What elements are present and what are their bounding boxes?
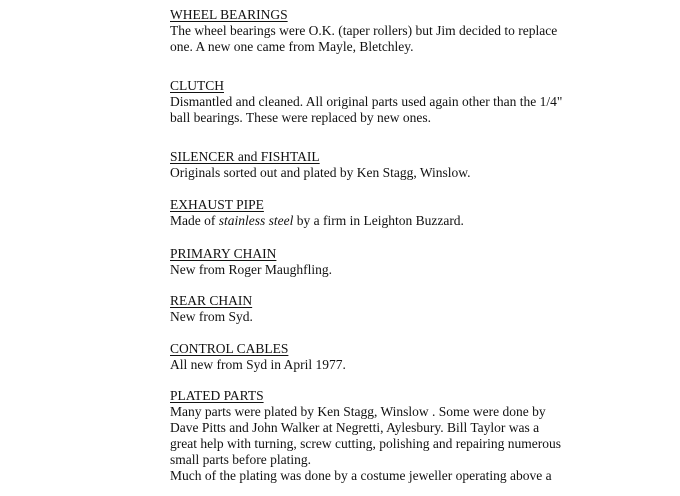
section-heading: CONTROL CABLES	[170, 341, 289, 356]
section-plated-parts	[170, 388, 570, 484]
section-exhaust-pipe	[170, 197, 570, 229]
body-line: Dismantled and cleaned. All original parts used again other than the 1/4"	[170, 94, 563, 109]
body-line: New from Roger Maughfling.	[170, 262, 332, 277]
section-heading: EXHAUST PIPE	[170, 197, 264, 212]
body-line: ball bearings. These were replaced by new ones.	[170, 110, 432, 125]
italic-text: stainless steel	[218, 213, 294, 228]
body-line: Much of the plating was done by a costume jeweller operating above a	[170, 468, 552, 483]
body-line	[170, 213, 570, 229]
section-heading: CLUTCH	[170, 78, 224, 93]
section-rear-chain	[170, 293, 570, 325]
body-line: one. A new one came from Mayle, Bletchley.	[170, 39, 414, 54]
section-control-cables	[170, 341, 570, 373]
section-heading: REAR CHAIN	[170, 293, 253, 308]
body-line: small parts before plating.	[170, 452, 311, 467]
body-line: New from Syd.	[170, 309, 253, 324]
section-heading: PLATED PARTS	[170, 388, 264, 403]
body-line: Originals sorted out and plated by Ken Stagg, Winslow.	[170, 165, 471, 180]
body-line: great help with turning, screw cutting, polishing and repairing numerous	[170, 436, 562, 451]
body-line: Dave Pitts and John Walker at Negretti, Aylesbury. Bill Taylor was a	[170, 420, 540, 435]
body-line: All new from Syd in April 1977.	[170, 357, 346, 372]
document-content	[170, 7, 570, 496]
body-text: Made of	[170, 213, 219, 228]
section-heading: SILENCER and FISHTAIL	[170, 149, 320, 164]
body-line: The wheel bearings were O.K. (taper rollers) but Jim decided to replace	[170, 23, 558, 38]
section-clutch	[170, 78, 570, 126]
section-silencer-fishtail	[170, 149, 570, 181]
section-primary-chain	[170, 246, 570, 278]
section-heading: PRIMARY CHAIN	[170, 246, 277, 261]
section-heading: WHEEL BEARINGS	[170, 7, 288, 22]
body-line: Many parts were plated by Ken Stagg, Winslow . Some were done by	[170, 404, 546, 419]
section-wheel-bearings	[170, 7, 570, 55]
body-text: by a firm in Leighton Buzzard.	[293, 213, 464, 228]
